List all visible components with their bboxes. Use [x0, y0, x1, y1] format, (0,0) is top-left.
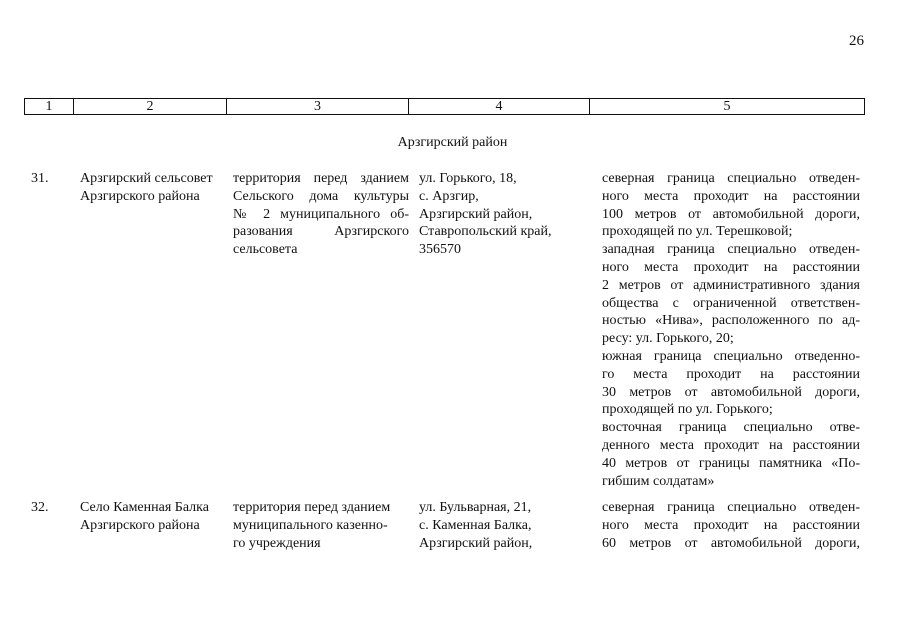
text-line: Арзгирский район,	[419, 535, 533, 551]
row-number: 31.	[31, 171, 49, 186]
boundary-description	[602, 170, 860, 490]
text-line: Арзгирский район,	[419, 206, 533, 222]
column-header-4: 4	[409, 99, 590, 114]
text-line: го учреждения	[233, 535, 321, 551]
text-line: западная граница специально отведен-	[602, 242, 860, 258]
text-line: южная граница специально отведенно-	[602, 348, 860, 364]
text-line: ностью «Нива», расположенного по ад-	[602, 313, 860, 329]
text-line: 40 метров от границы памятника «По-	[602, 455, 860, 471]
text-line: 60 метров от автомобильной дороги,	[602, 535, 860, 551]
column-header-2: 2	[74, 99, 227, 114]
text-line: № 2 муниципального об-	[233, 206, 409, 222]
text-line: 100 метров от автомобильной дороги,	[602, 206, 860, 222]
place-description	[233, 499, 409, 552]
text-line: Арзгирский сельсовет	[80, 171, 213, 186]
text-line: Сельского дома культуры	[233, 188, 409, 204]
text-line: с. Арзгир,	[419, 188, 479, 204]
text-line: ного места проходит на расстоянии	[602, 188, 860, 204]
text-line: ул. Бульварная, 21,	[419, 500, 532, 515]
address	[419, 170, 589, 259]
address	[419, 499, 589, 552]
column-header-1: 1	[25, 99, 74, 114]
text-line: 30 метров от автомобильной дороги,	[602, 384, 860, 400]
page-number: 26	[849, 33, 864, 49]
column-header-3: 3	[227, 99, 409, 114]
text-line: Ставропольский край,	[419, 224, 552, 240]
section-heading: Арзгирский район	[397, 135, 508, 150]
row-number: 32.	[31, 500, 49, 515]
text-line: с. Каменная Балка,	[419, 517, 532, 533]
text-line: Село Каменная Балка	[80, 500, 209, 515]
municipality-name	[80, 499, 228, 535]
text-line: восточная граница специально отве-	[602, 420, 860, 436]
text-line: ресу: ул. Горького, 20;	[602, 331, 734, 347]
place-description	[233, 170, 409, 259]
text-line: муниципального казенно-	[233, 517, 388, 533]
municipality-name	[80, 170, 228, 206]
text-line: ного места проходит на расстоянии	[602, 517, 860, 533]
text-line: ного места проходит на расстоянии	[602, 259, 860, 275]
text-line: территория перед зданием	[233, 171, 409, 186]
text-line: северная граница специально отведен-	[602, 500, 860, 515]
text-line: 2 метров от административного здания	[602, 277, 860, 293]
text-line: денного места проходит на расстоянии	[602, 437, 860, 453]
text-line: 356570	[419, 242, 461, 258]
boundary-description	[602, 499, 860, 552]
text-line: разования Арзгирского	[233, 224, 409, 240]
text-line: ул. Горького, 18,	[419, 171, 517, 186]
text-line: территория перед зданием	[233, 500, 391, 515]
text-line: гибшим солдатам»	[602, 473, 715, 489]
text-line: общества с ограниченной ответствен-	[602, 295, 860, 311]
text-line: северная граница специально отведен-	[602, 171, 860, 186]
column-number-header	[24, 98, 865, 115]
column-header-5: 5	[723, 99, 731, 114]
text-line: го места проходит на расстоянии	[602, 366, 860, 382]
text-line: сельсовета	[233, 242, 298, 258]
text-line: проходящей по ул. Терешковой;	[602, 224, 793, 240]
text-line: проходящей по ул. Горького;	[602, 402, 773, 418]
text-line: Арзгирского района	[80, 517, 200, 533]
text-line: Арзгирского района	[80, 188, 200, 204]
